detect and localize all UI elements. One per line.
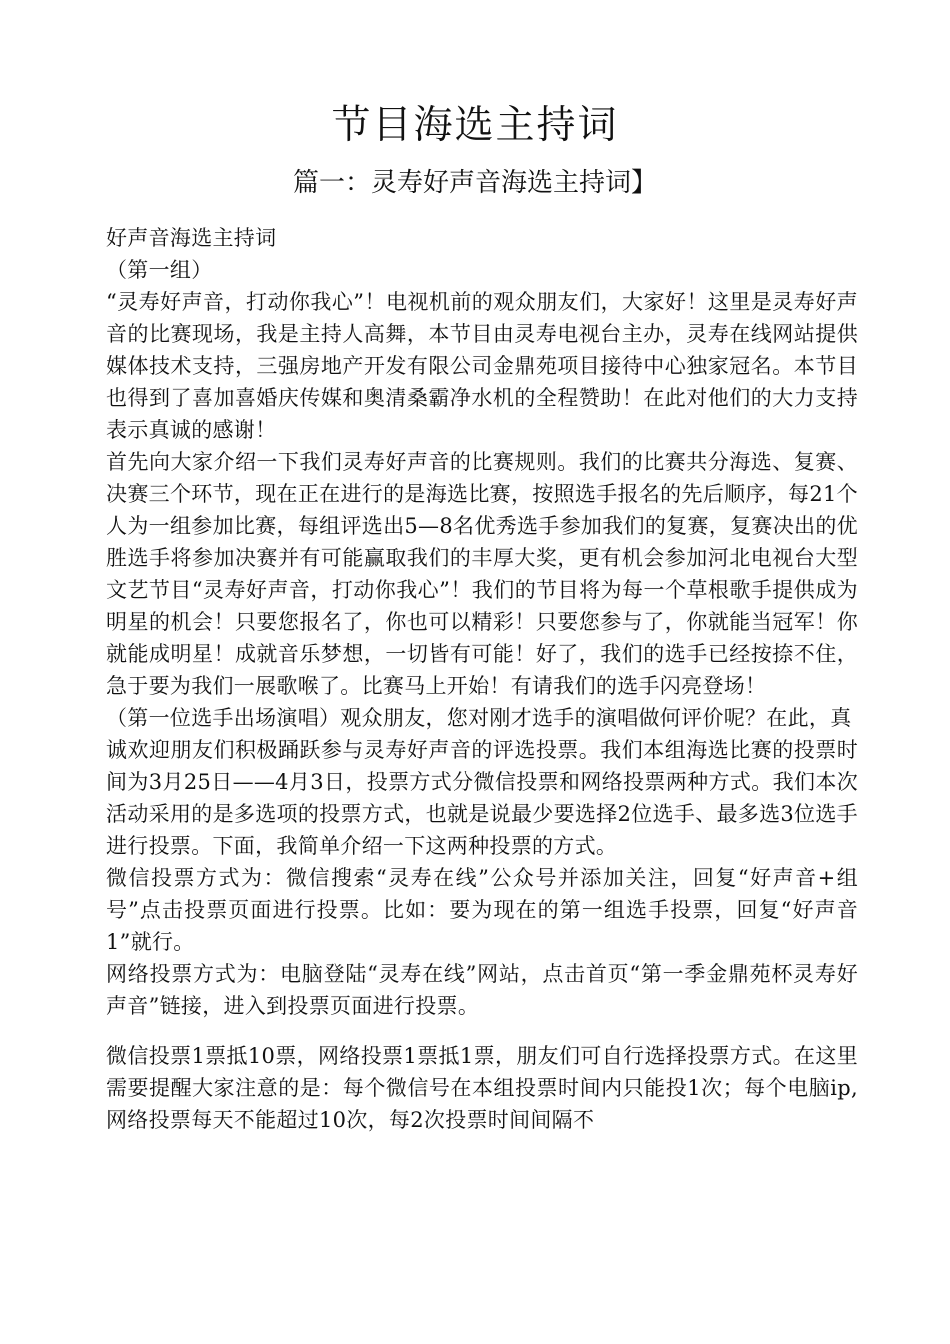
paragraph-web-voting: 网络投票方式为：电脑登陆“灵寿在线”网站，点击首页“第一季金鼎苑杯灵寿好声音”链接，进入到投票页面进行投票。 [106,962,858,1018]
paragraph-opening: “灵寿好声音，打动你我心”！电视机前的观众朋友们，大家好！这里是灵寿好声音的比赛现场，我是主持人高舞，本节目由灵寿电视台主办，灵寿在线网站提供媒体技术支持，三强房地产开发有限公司金鼎苑项目接待中心独家冠名。本节目也得到了喜加喜婚庆传媒和奥清桑霸净水机的全程赞助！在此对他们的大力支持表示真诚的感谢！ [106,290,858,442]
paragraph-wechat-voting: 微信投票方式为：微信搜索“灵寿在线”公众号并添加关注，回复“好声音+组号”点击投票页面进行投票。比如：要为现在的第一组选手投票，回复“好声音1”就行。 [106,866,858,954]
document-subtitle: 篇一：灵寿好声音海选主持词】 [292,168,657,198]
document-body [106,222,858,1136]
paragraph-vote-weights: 微信投票1票抵10票，网络投票1票抵1票，朋友们可自行选择投票方式。在这里需要提醒大家注意的是：每个微信号在本组投票时间内只能投1次；每个电脑ip,网络投票每天不能超过10次，每2次投票时间间隔不 [106,1044,858,1132]
paragraph-first-contestant: （第一位选手出场演唱）观众朋友，您对刚才选手的演唱做何评价呢？在此，真 [106,706,852,730]
paragraph-heading: 好声音海选主持词 [106,226,277,250]
document-title: 节目海选主持词 [331,103,619,148]
paragraph-group-label: （第一组） [106,258,213,282]
paragraph-voting-intro: 诚欢迎朋友们积极踊跃参与灵寿好声音的评选投票。我们本组海选比赛的投票时间为3月25日——4月3日，投票方式分微信投票和网络投票两种方式。我们本次活动采用的是多选项的投票方式，也就是说最少要选择2位选手、最多选3位选手进行投票。下面，我简单介绍一下这两种投票的方式。 [106,738,858,858]
paragraph-rules: 首先向大家介绍一下我们灵寿好声音的比赛规则。我们的比赛共分海选、复赛、决赛三个环节，现在正在进行的是海选比赛，按照选手报名的先后顺序，每21个人为一组参加比赛，每组评选出5—8名优秀选手参加我们的复赛，复赛决出的优胜选手将参加决赛并有可能赢取我们的丰厚大奖，更有机会参加河北电视台大型文艺节目“灵寿好声音，打动你我心”！我们的节目将为每一个草根歌手提供成为明星的机会！只要您报名了，你也可以精彩！只要您参与了，你就能当冠军！你就能成明星！成就音乐梦想，一切皆有可能！好了，我们的选手已经按捺不住，急于要为我们一展歌喉了。比赛马上开始！有请我们的选手闪亮登场！ [106,450,858,698]
